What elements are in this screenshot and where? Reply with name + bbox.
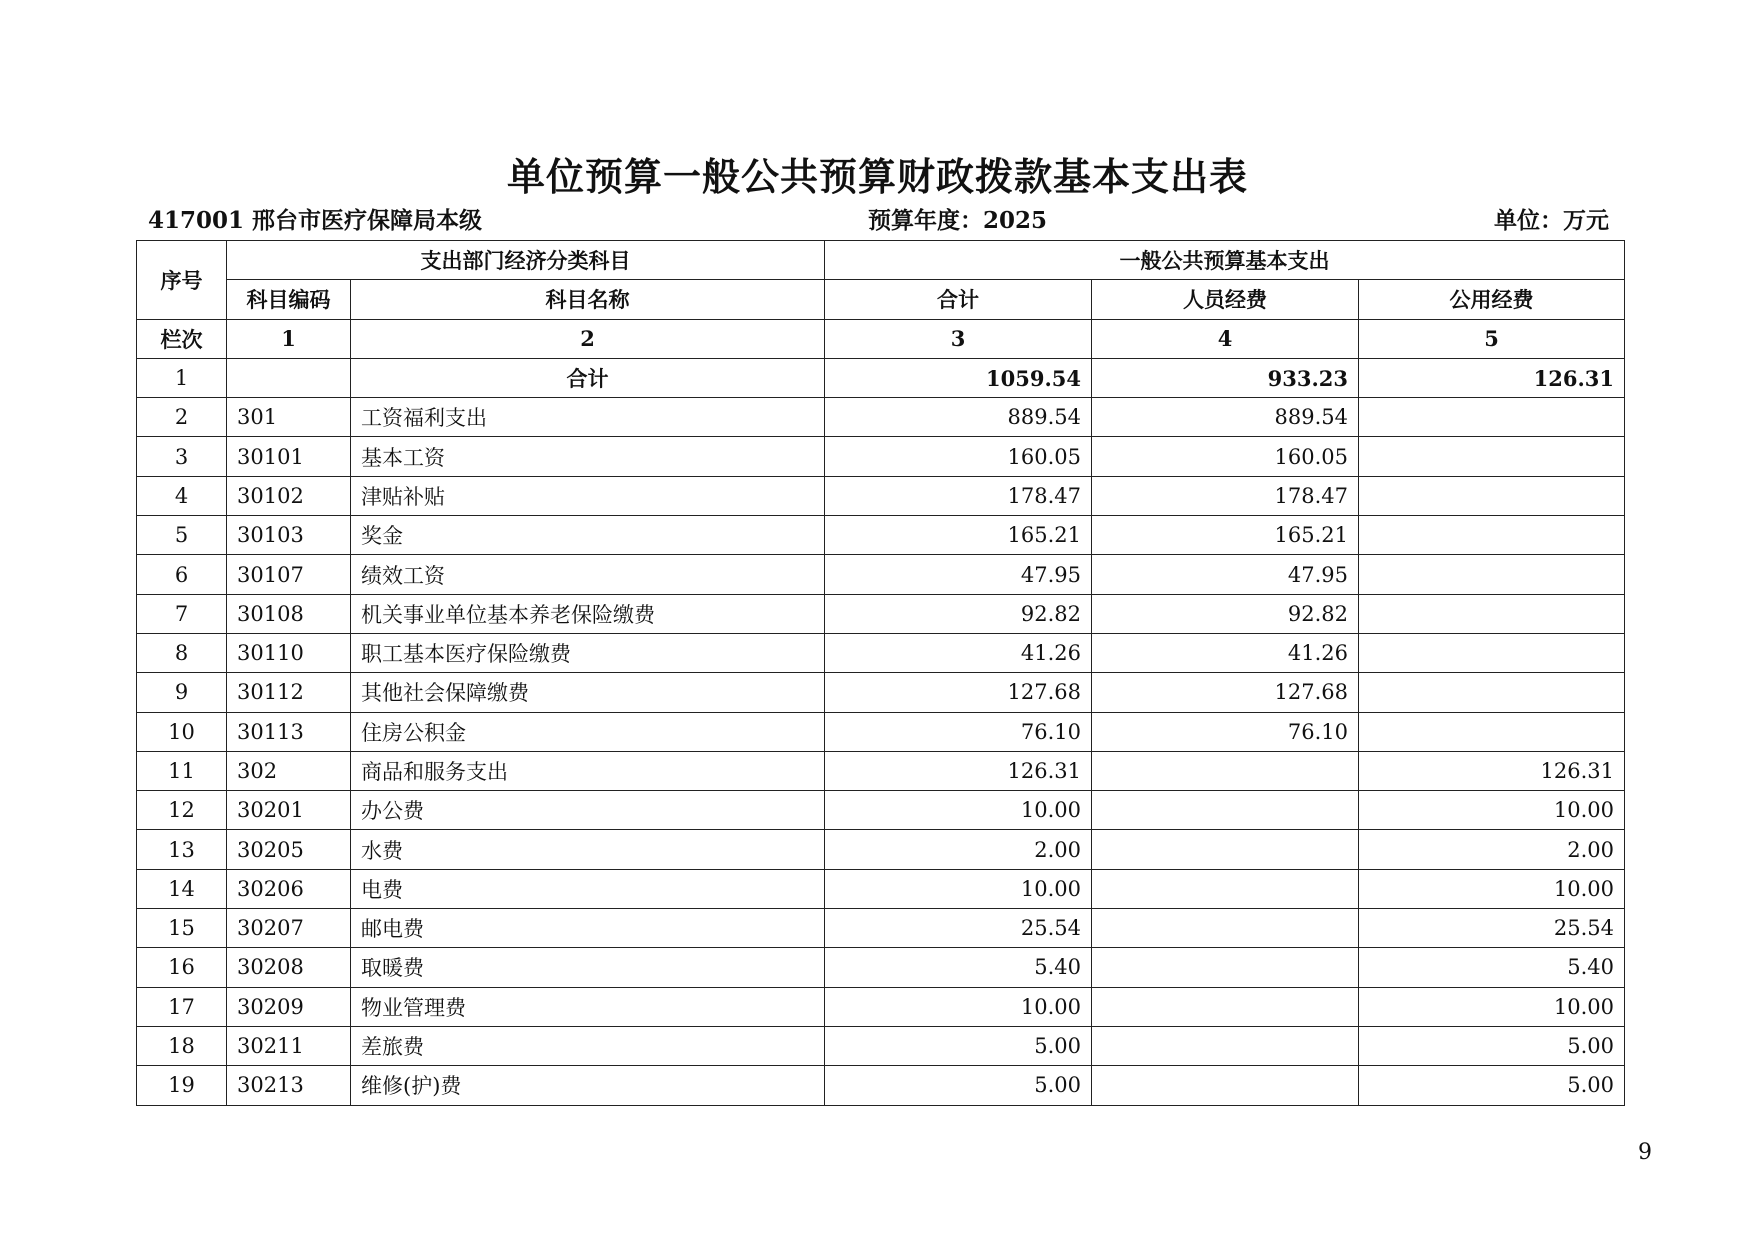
header-public: 公用经费 <box>1359 280 1625 319</box>
cell-personnel: 92.82 <box>1092 594 1359 633</box>
table-row <box>137 673 1625 712</box>
cell-public <box>1359 398 1625 437</box>
col-index-3: 3 <box>825 319 1092 358</box>
header-row-2 <box>137 280 1625 319</box>
cell-seq: 14 <box>137 869 227 908</box>
cell-total: 25.54 <box>825 909 1092 948</box>
cell-name: 住房公积金 <box>351 712 825 751</box>
cell-name: 邮电费 <box>351 909 825 948</box>
cell-personnel <box>1092 1026 1359 1065</box>
cell-code: 30207 <box>227 909 351 948</box>
cell-public: 126.31 <box>1359 751 1625 790</box>
cell-name: 物业管理费 <box>351 987 825 1026</box>
cell-total: 889.54 <box>825 398 1092 437</box>
col-label: 栏次 <box>137 319 227 358</box>
cell-total: 5.00 <box>825 1066 1092 1105</box>
cell-seq: 10 <box>137 712 227 751</box>
cell-personnel: 933.23 <box>1092 358 1359 397</box>
cell-name: 基本工资 <box>351 437 825 476</box>
cell-public <box>1359 476 1625 515</box>
cell-seq: 9 <box>137 673 227 712</box>
cell-personnel <box>1092 1066 1359 1105</box>
col-index-5: 5 <box>1359 319 1625 358</box>
cell-code: 30108 <box>227 594 351 633</box>
cell-public <box>1359 516 1625 555</box>
page-title: 单位预算一般公共预算财政拨款基本支出表 <box>506 154 1248 199</box>
cell-public: 5.00 <box>1359 1066 1625 1105</box>
cell-code: 301 <box>227 398 351 437</box>
cell-name: 办公费 <box>351 791 825 830</box>
cell-public: 10.00 <box>1359 869 1625 908</box>
cell-seq: 12 <box>137 791 227 830</box>
cell-total: 10.00 <box>825 791 1092 830</box>
cell-seq: 19 <box>137 1066 227 1105</box>
page-number: 9 <box>1638 1140 1652 1165</box>
unit-info: 417001 邢台市医疗保障局本级 <box>148 207 483 234</box>
cell-name: 水费 <box>351 830 825 869</box>
cell-code: 30103 <box>227 516 351 555</box>
cell-seq: 13 <box>137 830 227 869</box>
cell-seq: 5 <box>137 516 227 555</box>
cell-name: 奖金 <box>351 516 825 555</box>
cell-code: 30110 <box>227 633 351 672</box>
cell-seq: 7 <box>137 594 227 633</box>
cell-personnel <box>1092 987 1359 1026</box>
cell-public: 5.00 <box>1359 1026 1625 1065</box>
cell-name: 其他社会保障缴费 <box>351 673 825 712</box>
cell-personnel: 165.21 <box>1092 516 1359 555</box>
header-group-economic-class: 支出部门经济分类科目 <box>227 241 825 280</box>
table-row <box>137 830 1625 869</box>
col-index-4: 4 <box>1092 319 1359 358</box>
cell-total: 47.95 <box>825 555 1092 594</box>
cell-personnel <box>1092 791 1359 830</box>
cell-personnel: 889.54 <box>1092 398 1359 437</box>
column-index-row <box>137 319 1625 358</box>
cell-name: 合计 <box>351 358 825 397</box>
header-total: 合计 <box>825 280 1092 319</box>
cell-personnel: 76.10 <box>1092 712 1359 751</box>
table-row <box>137 869 1625 908</box>
table-row <box>137 594 1625 633</box>
cell-name: 电费 <box>351 869 825 908</box>
header-name: 科目名称 <box>351 280 825 319</box>
table-row <box>137 633 1625 672</box>
cell-seq: 8 <box>137 633 227 672</box>
cell-name: 工资福利支出 <box>351 398 825 437</box>
cell-public: 25.54 <box>1359 909 1625 948</box>
cell-total: 5.00 <box>825 1026 1092 1065</box>
cell-code: 30208 <box>227 948 351 987</box>
table-row <box>137 1026 1625 1065</box>
cell-seq: 3 <box>137 437 227 476</box>
cell-seq: 15 <box>137 909 227 948</box>
cell-seq: 18 <box>137 1026 227 1065</box>
cell-name: 绩效工资 <box>351 555 825 594</box>
table-row <box>137 398 1625 437</box>
cell-personnel: 41.26 <box>1092 633 1359 672</box>
cell-seq: 2 <box>137 398 227 437</box>
cell-personnel: 160.05 <box>1092 437 1359 476</box>
cell-personnel <box>1092 869 1359 908</box>
cell-personnel <box>1092 909 1359 948</box>
cell-code <box>227 358 351 397</box>
cell-code: 30113 <box>227 712 351 751</box>
cell-name: 职工基本医疗保险缴费 <box>351 633 825 672</box>
cell-name: 机关事业单位基本养老保险缴费 <box>351 594 825 633</box>
cell-personnel <box>1092 830 1359 869</box>
table-row <box>137 751 1625 790</box>
cell-name: 差旅费 <box>351 1026 825 1065</box>
cell-public <box>1359 712 1625 751</box>
cell-code: 30211 <box>227 1026 351 1065</box>
cell-code: 30102 <box>227 476 351 515</box>
cell-public: 10.00 <box>1359 791 1625 830</box>
cell-seq: 1 <box>137 358 227 397</box>
cell-public: 5.40 <box>1359 948 1625 987</box>
table-row <box>137 358 1625 397</box>
cell-total: 126.31 <box>825 751 1092 790</box>
budget-year: 预算年度：2025 <box>868 207 1048 234</box>
table-row <box>137 948 1625 987</box>
cell-public <box>1359 594 1625 633</box>
cell-public <box>1359 437 1625 476</box>
cell-personnel <box>1092 751 1359 790</box>
cell-total: 10.00 <box>825 869 1092 908</box>
cell-public <box>1359 555 1625 594</box>
cell-seq: 17 <box>137 987 227 1026</box>
table-row <box>137 1066 1625 1105</box>
header-seq: 序号 <box>137 241 227 320</box>
cell-personnel: 47.95 <box>1092 555 1359 594</box>
currency-unit: 单位：万元 <box>1494 207 1609 234</box>
cell-total: 5.40 <box>825 948 1092 987</box>
cell-name: 取暖费 <box>351 948 825 987</box>
cell-public: 126.31 <box>1359 358 1625 397</box>
cell-name: 商品和服务支出 <box>351 751 825 790</box>
cell-total: 41.26 <box>825 633 1092 672</box>
header-row-1 <box>137 241 1625 280</box>
header-group-basic-expenditure: 一般公共预算基本支出 <box>825 241 1625 280</box>
cell-public <box>1359 673 1625 712</box>
cell-total: 160.05 <box>825 437 1092 476</box>
cell-total: 76.10 <box>825 712 1092 751</box>
cell-code: 30205 <box>227 830 351 869</box>
cell-name: 维修(护)费 <box>351 1066 825 1105</box>
table-row <box>137 909 1625 948</box>
table-row <box>137 712 1625 751</box>
budget-table <box>136 240 1625 1106</box>
cell-code: 30112 <box>227 673 351 712</box>
cell-code: 302 <box>227 751 351 790</box>
cell-personnel <box>1092 948 1359 987</box>
cell-total: 10.00 <box>825 987 1092 1026</box>
table-row <box>137 987 1625 1026</box>
cell-total: 165.21 <box>825 516 1092 555</box>
cell-public: 2.00 <box>1359 830 1625 869</box>
cell-seq: 6 <box>137 555 227 594</box>
table-row <box>137 476 1625 515</box>
cell-code: 30209 <box>227 987 351 1026</box>
col-index-1: 1 <box>227 319 351 358</box>
cell-public: 10.00 <box>1359 987 1625 1026</box>
cell-name: 津贴补贴 <box>351 476 825 515</box>
cell-code: 30213 <box>227 1066 351 1105</box>
table-row <box>137 516 1625 555</box>
cell-code: 30101 <box>227 437 351 476</box>
col-index-2: 2 <box>351 319 825 358</box>
cell-total: 92.82 <box>825 594 1092 633</box>
cell-seq: 16 <box>137 948 227 987</box>
header-code: 科目编码 <box>227 280 351 319</box>
cell-code: 30201 <box>227 791 351 830</box>
table-row <box>137 791 1625 830</box>
cell-personnel: 127.68 <box>1092 673 1359 712</box>
cell-public <box>1359 633 1625 672</box>
header-personnel: 人员经费 <box>1092 280 1359 319</box>
cell-total: 1059.54 <box>825 358 1092 397</box>
cell-personnel: 178.47 <box>1092 476 1359 515</box>
table-row <box>137 555 1625 594</box>
cell-code: 30107 <box>227 555 351 594</box>
cell-total: 127.68 <box>825 673 1092 712</box>
table-row <box>137 437 1625 476</box>
cell-seq: 4 <box>137 476 227 515</box>
cell-seq: 11 <box>137 751 227 790</box>
cell-total: 178.47 <box>825 476 1092 515</box>
cell-code: 30206 <box>227 869 351 908</box>
cell-total: 2.00 <box>825 830 1092 869</box>
